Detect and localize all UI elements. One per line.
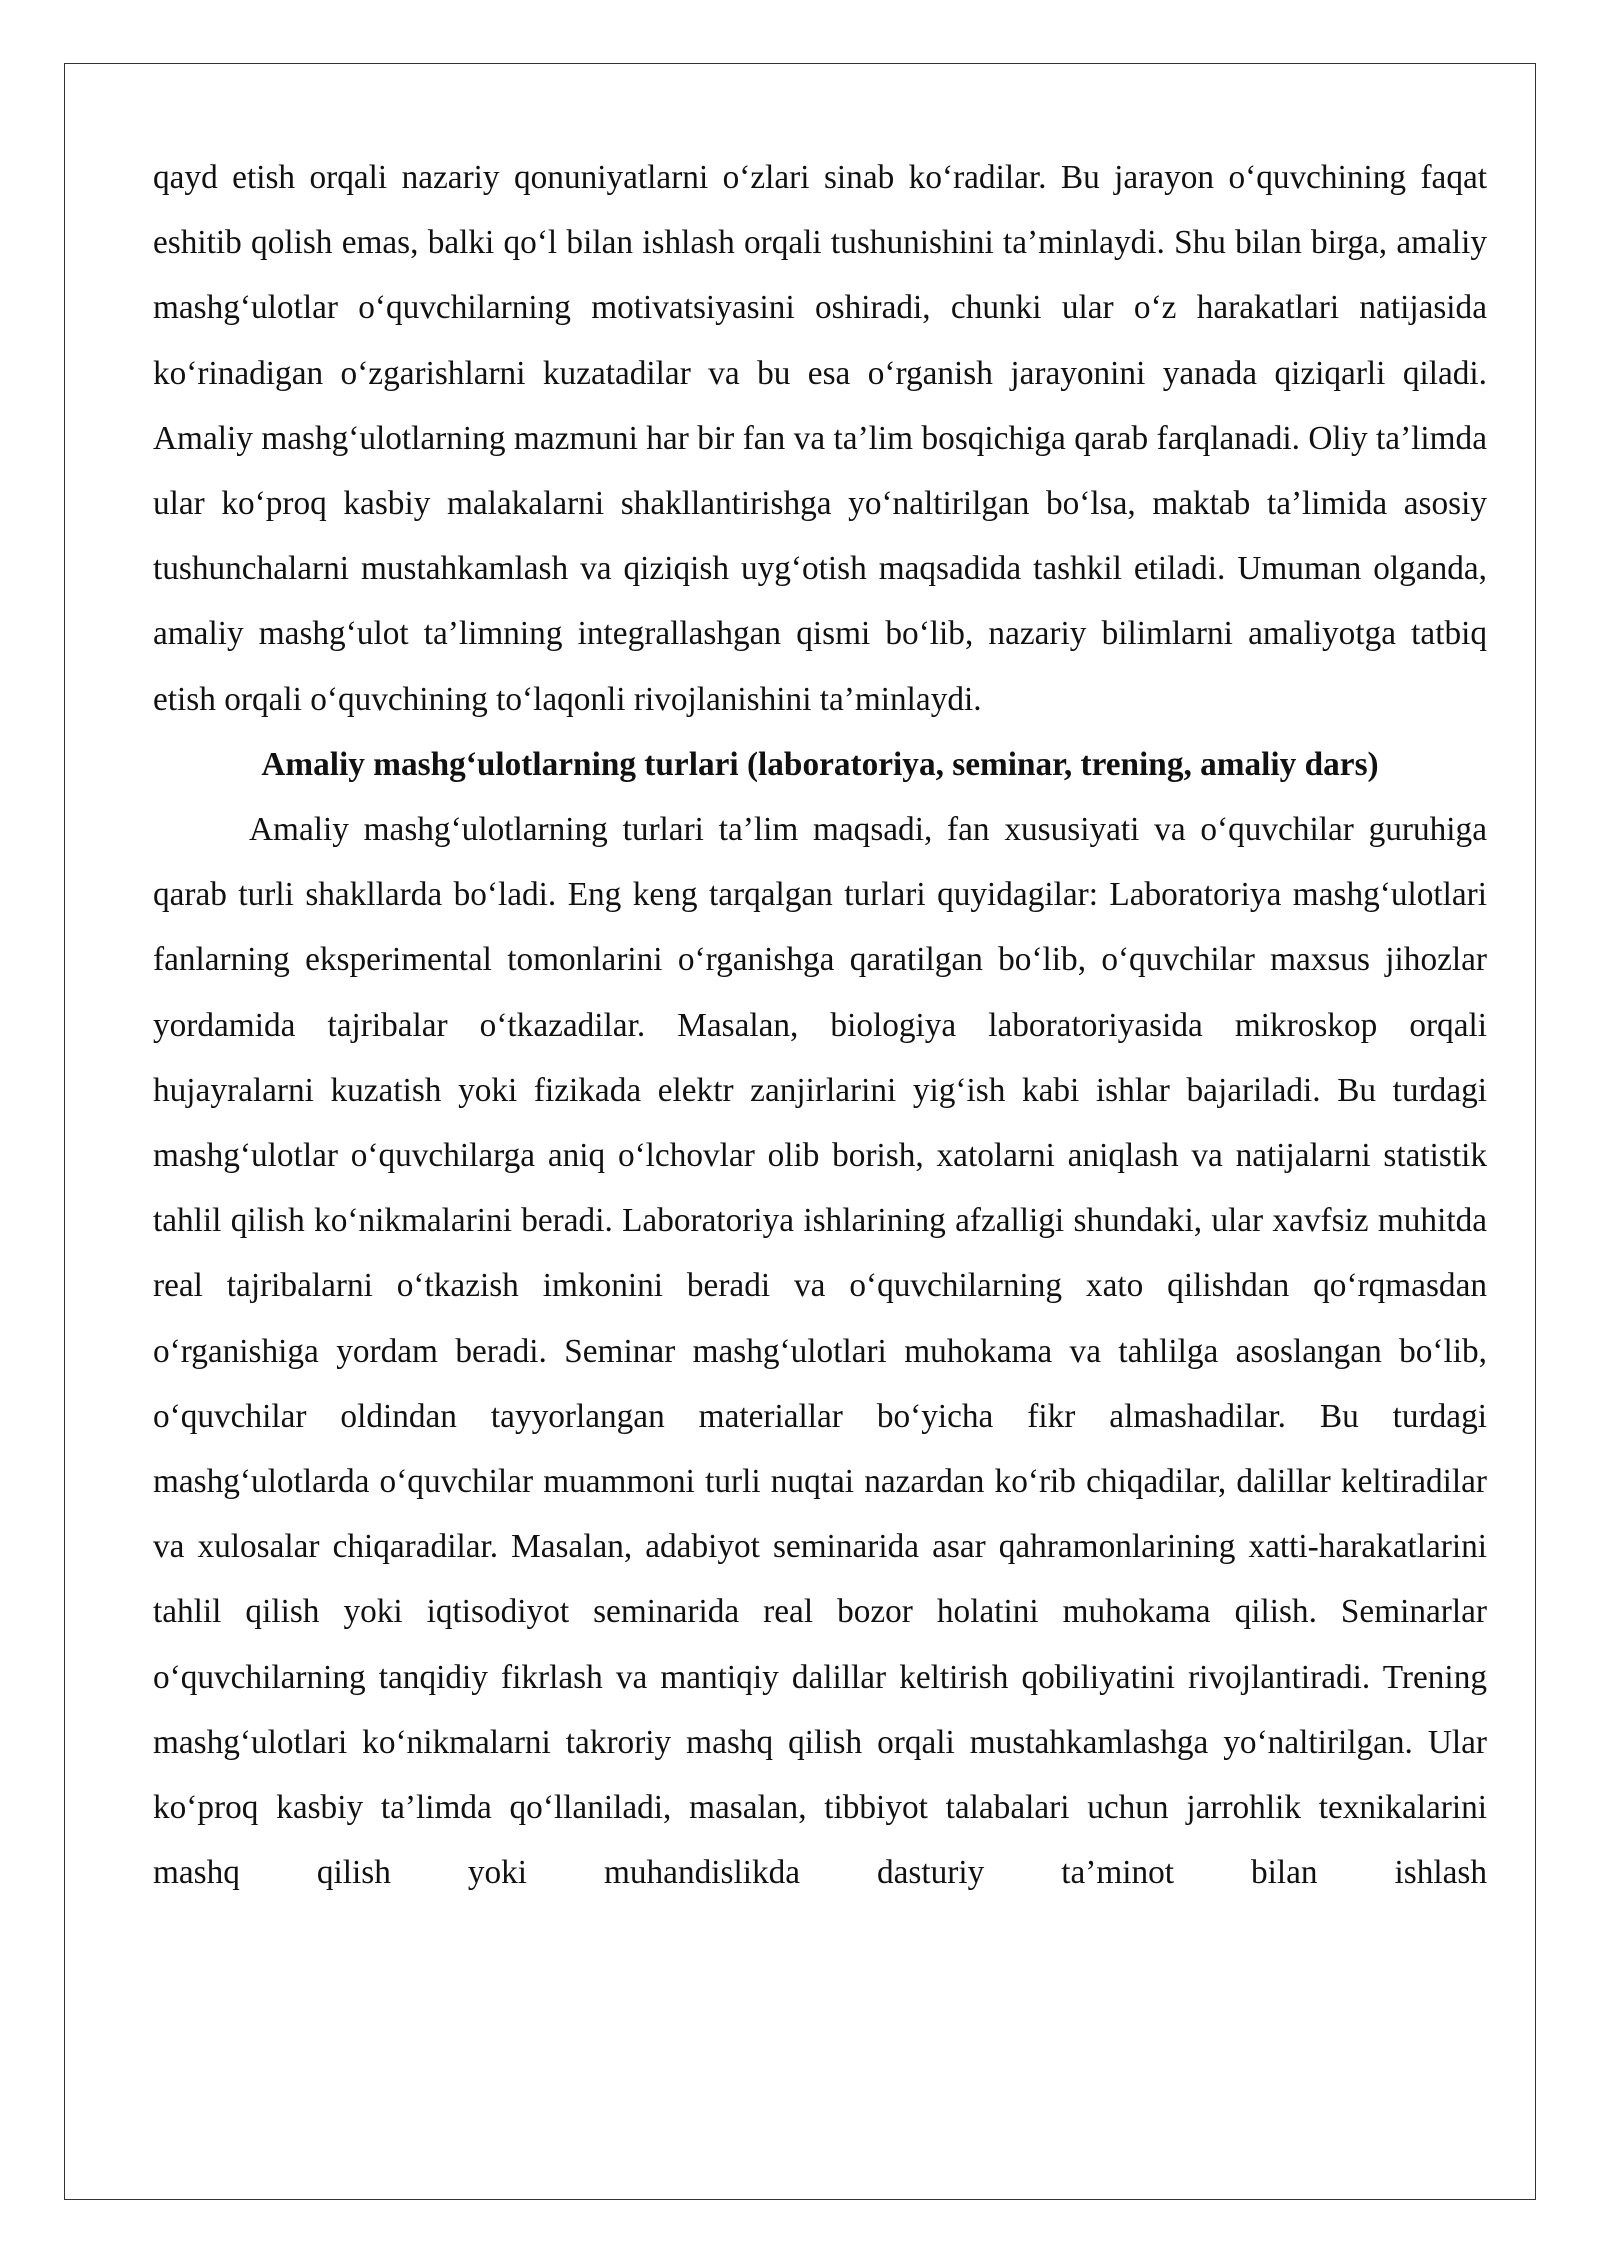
section-heading: Amaliy mashg‘ulotlarning turlari (laboratoriya, seminar, trening, amaliy dars): [261, 745, 1379, 783]
document-body: [153, 145, 1487, 1905]
body-paragraph: Amaliy mashg‘ulotlarning turlari ta’lim maqsadi, fan xususiyati va o‘quvchilar guruhiga qarab turli shakllarda bo‘ladi. Eng keng tarqalgan turlari quyidagilar: Laboratoriya mashg‘ulotlari fanlarning eksperimental tomonlarini o‘rganishga qaratilgan bo‘lib, o‘quvchilar maxsus jihozlar yordamida tajribalar o‘tkazadilar. Masalan, biologiya laboratoriyasida mikroskop orqali hujayralarni kuzatish yoki fizikada elektr zanjirlarini yig‘ish kabi ishlar bajariladi. Bu turdagi mashg‘ulotlar o‘quvchilarga aniq o‘lchovlar olib borish, xatolarni aniqlash va natijalarni statistik tahlil qilish ko‘nikmalarini beradi. Laboratoriya ishlarining afzalligi shundaki, ular xavfsiz muhitda real tajribalarni o‘tkazish imkonini beradi va o‘quvchilarning xato qilishdan qo‘rqmasdan o‘rganishiga yordam beradi. Seminar mashg‘ulotlari muhokama va tahlilga asoslangan bo‘lib, o‘quvchilar oldindan tayyorlangan materiallar bo‘yicha fikr almashadilar. Bu turdagi mashg‘ulotlarda o‘quvchilar muammoni turli nuqtai nazardan ko‘rib chiqadilar, dalillar keltiradilar va xulosalar chiqaradilar. Masalan, adabiyot seminarida asar qahramonlarining xatti-harakatlarini tahlil qilish yoki iqtisodiyot seminarida real bozor holatini muhokama qilish. Seminarlar o‘quvchilarning tanqidiy fikrlash va mantiqiy dalillar keltirish qobiliyatini rivojlantiradi. Trening mashg‘ulotlari ko‘nikmalarni takroriy mashq qilish orqali mustahkamlashga yo‘naltirilgan. Ular ko‘proq kasbiy ta’limda qo‘llaniladi, masalan, tibbiyot talabalari uchun jarrohlik texnikalarini mashq qilish yoki muhandislikda dasturiy ta’minot bilan ishlash: [153, 811, 1487, 1892]
body-paragraph: qayd etish orqali nazariy qonuniyatlarni o‘zlari sinab ko‘radilar. Bu jarayon o‘quvchining faqat eshitib qolish emas, balki qo‘l bilan ishlash orqali tushunishini ta’minlaydi. Shu bilan birga, amaliy mashg‘ulotlar o‘quvchilarning motivatsiyasini oshiradi, chunki ular o‘z harakatlari natijasida ko‘rinadigan o‘zgarishlarni kuzatadilar va bu esa o‘rganish jarayonini yanada qiziqarli qiladi. Amaliy mashg‘ulotlarning mazmuni har bir fan va ta’lim bosqichiga qarab farqlanadi. Oliy ta’limda ular ko‘proq kasbiy malakalarni shakllantirishga yo‘naltirilgan bo‘lsa, maktab ta’limida asosiy tushunchalarni mustahkamlash va qiziqish uyg‘otish maqsadida tashkil etiladi. Umuman olganda, amaliy mashg‘ulot ta’limning integrallashgan qismi bo‘lib, nazariy bilimlarni amaliyotga tatbiq etish orqali o‘quvchining to‘laqonli rivojlanishini ta’minlaydi.: [153, 159, 1487, 718]
